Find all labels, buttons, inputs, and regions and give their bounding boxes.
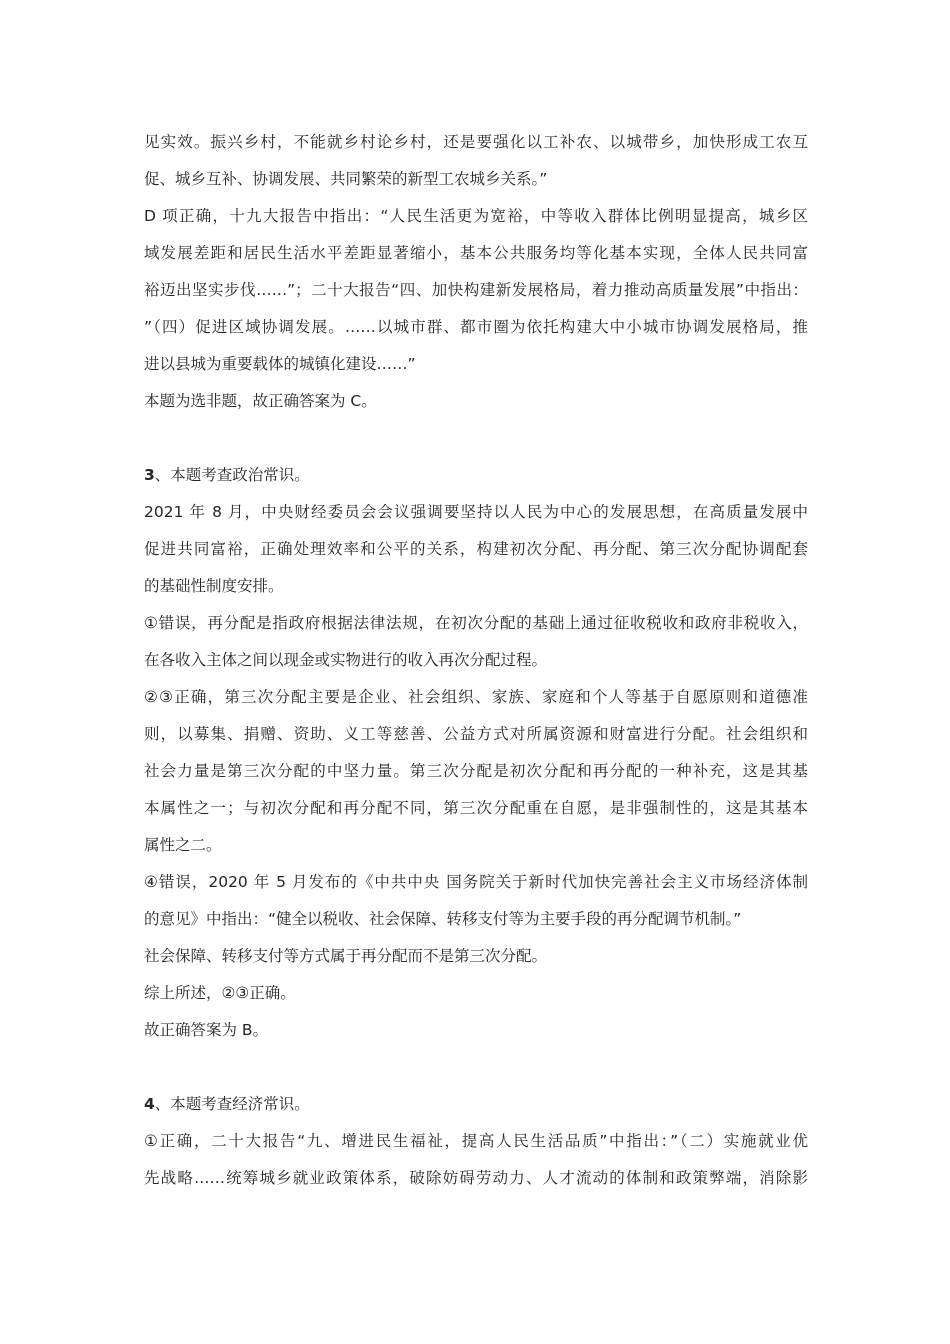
text-line: 见实效。振兴乡村，不能就乡村论乡村，还是要强化以工补农、以城带乡，加快形成工农互 xyxy=(144,133,808,151)
text-line: 促进共同富裕，正确处理效率和公平的关系，构建初次分配、再分配、第三次分配协调配套 xyxy=(144,540,808,558)
text-line: 裕迈出坚实步伐……”；二十大报告“四、加快构建新发展格局，着力推动高质量发展”中指出： xyxy=(144,281,808,299)
text-line: 本属性之一；与初次分配和再分配不同，第三次分配重在自愿，是非强制性的，这是其基本 xyxy=(144,799,808,817)
text-line: 2021 年 8 月，中央财经委员会会议强调要坚持以人民为中心的发展思想，在高质量发展中 xyxy=(144,503,808,521)
text-line: ”（四）促进区域协调发展。……以城市群、都市圈为依托构建大中小城市协调发展格局，推 xyxy=(144,318,808,336)
text-line: 进以县城为重要载体的城镇化建设……” xyxy=(144,355,416,373)
text-line: ①正确，二十大报告“九、增进民生福祉，提高人民生活品质”中指出：”（二）实施就业优 xyxy=(144,1132,808,1150)
text-line: 的意见》中指出：“健全以税收、社会保障、转移支付等为主要手段的再分配调节机制。” xyxy=(144,910,742,928)
text-line: 则，以募集、捐赠、资助、义工等慈善、公益方式对所属资源和财富进行分配。社会组织和 xyxy=(144,725,808,743)
question-number: 4 xyxy=(144,1095,155,1113)
text-line: 属性之二。 xyxy=(144,836,222,854)
answer-line: 故正确答案为 B。 xyxy=(144,1021,269,1039)
text-line: 在各收入主体之间以现金或实物进行的收入再次分配过程。 xyxy=(144,651,548,669)
summary-line: 综上所述，②③正确。 xyxy=(144,984,296,1002)
text-line: D 项正确，十九大报告中指出：“人民生活更为宽裕，中等收入群体比例明显提高，城乡区 xyxy=(144,207,808,225)
text-line: ②③正确，第三次分配主要是企业、社会组织、家族、家庭和个人等基于自愿原则和道德准 xyxy=(144,688,808,706)
document-page xyxy=(144,124,808,1197)
text-line: 的基础性制度安排。 xyxy=(144,577,284,595)
paragraph-gap xyxy=(144,420,808,457)
text-line: 先战略……统筹城乡就业政策体系，破除妨碍劳动力、人才流动的体制和政策弊端，消除影 xyxy=(144,1169,808,1187)
question-title: 、本题考查经济常识。 xyxy=(154,1095,310,1113)
question-heading xyxy=(144,457,808,494)
text-line: ④错误，2020 年 5 月发布的《中共中央 国务院关于新时代加快完善社会主义市场经济体制 xyxy=(144,873,808,891)
answer-line: 本题为选非题，故正确答案为 C。 xyxy=(144,392,377,410)
text-line: 社会保障、转移支付等方式属于再分配而不是第三次分配。 xyxy=(144,947,548,965)
question-heading xyxy=(144,1086,808,1123)
text-line: 域发展差距和居民生活水平差距显著缩小，基本公共服务均等化基本实现，全体人民共同富 xyxy=(144,244,808,262)
text-line: 社会力量是第三次分配的中坚力量。第三次分配是初次分配和再分配的一种补充，这是其基 xyxy=(144,762,808,780)
question-title: 、本题考查政治常识。 xyxy=(154,466,310,484)
text-line: ①错误，再分配是指政府根据法律法规，在初次分配的基础上通过征收税收和政府非税收入， xyxy=(144,614,808,632)
text-line: 促、城乡互补、协调发展、共同繁荣的新型工农城乡关系。” xyxy=(144,170,548,188)
question-number: 3 xyxy=(144,466,155,484)
paragraph-gap xyxy=(144,1049,808,1086)
